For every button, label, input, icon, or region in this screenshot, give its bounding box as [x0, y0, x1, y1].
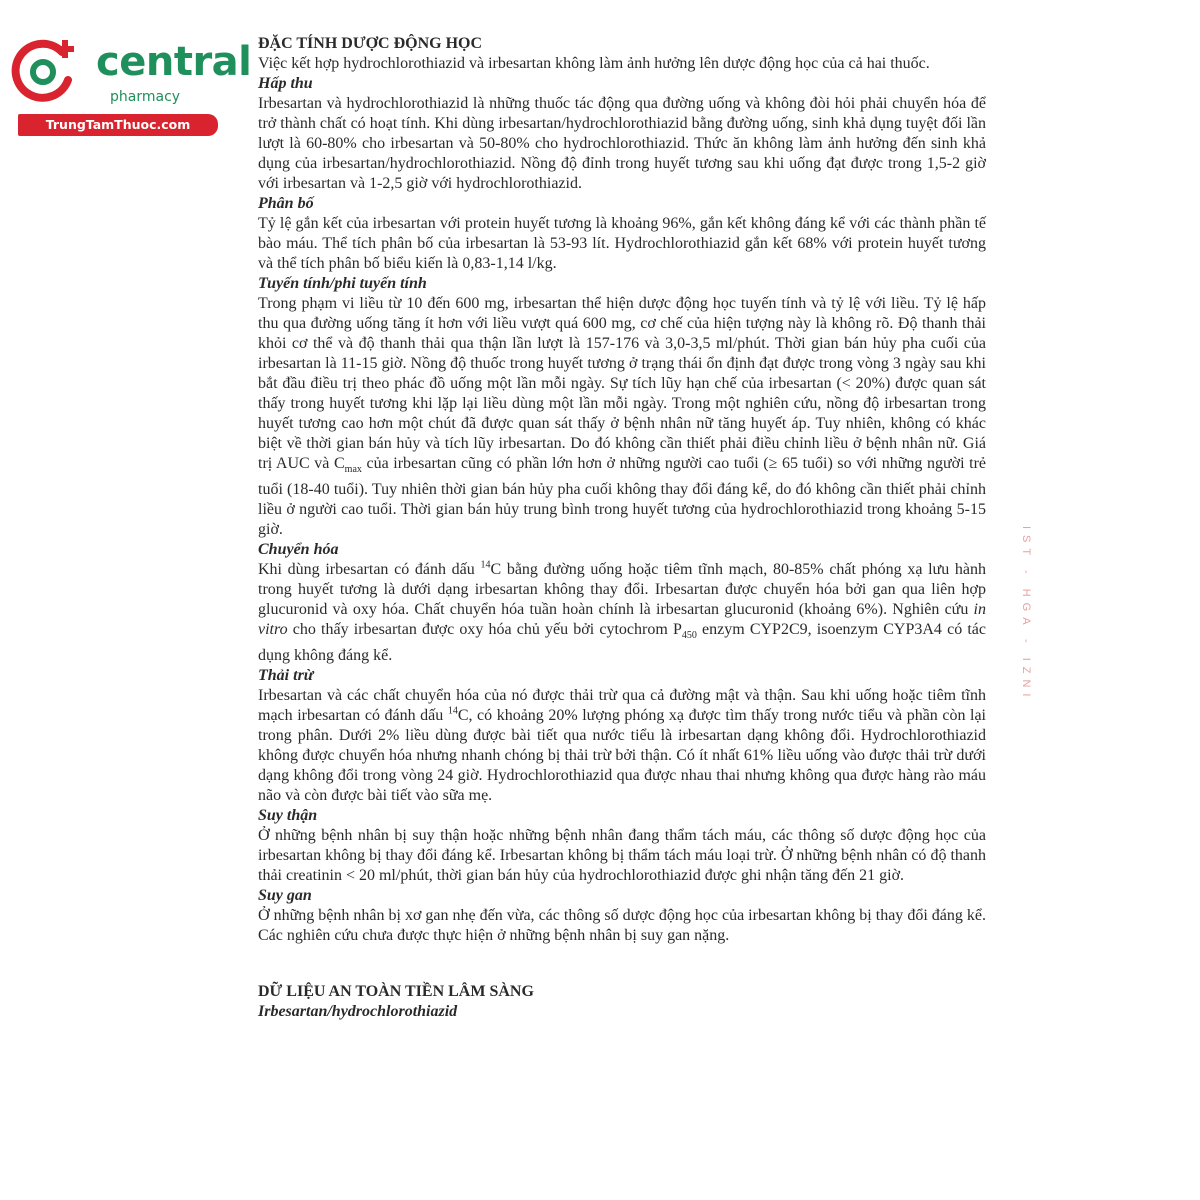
metabolism-text-part-4: enzym CYP2C9, isoenzym CYP3A4 có tác dụng không đáng kể. [258, 621, 986, 665]
paragraph-metabolism [258, 560, 986, 666]
subheading-hepatic-impairment: Suy gan [258, 887, 312, 905]
section-spacer [258, 946, 986, 982]
section-heading-preclinical-safety: DỮ LIỆU AN TOÀN TIỀN LÂM SÀNG [258, 983, 534, 1001]
linearity-text-part-2: của irbesartan cũng có phần lớn hơn ở những người cao tuổi (≥ 65 tuổi) so với những người trẻ tuổi (18-40 tuổi). Tuy nhiên thời gian bán hủy pha cuối không thay đổi đáng kể, do đó không cần thiết phải chỉnh liều ở người cao tuổi. Thời gian bán hủy trung bình trong huyết tương của hydrochlorothiazid trong khoảng 5-15 giờ. [258, 455, 987, 539]
pharmacy-cross-c-logo-icon [10, 36, 80, 106]
brand-subtitle: pharmacy [110, 89, 181, 105]
margin-stamp: IST - HGA - IZNI [1020, 526, 1032, 703]
section-heading-pharmacokinetics: ĐẶC TÍNH DƯỢC ĐỘNG HỌC [258, 35, 483, 52]
subheading-elimination: Thải trừ [258, 667, 314, 685]
subheading-combination: Irbesartan/hydrochlorothiazid [258, 1003, 458, 1021]
paragraph-linearity [258, 294, 986, 540]
metabolism-text-part-3: cho thấy irbesartan được oxy hóa chủ yếu bởi cytochrom P [287, 621, 682, 639]
metabolism-text-part-1: Khi dùng irbesartan có đánh dấu [258, 561, 481, 579]
cmax-subscript: max [344, 464, 362, 476]
brand-logo [10, 36, 252, 136]
elimination-text-part-1: Irbesartan và các chất chuyển hóa của nó được thải trừ qua cả đường mật và thận. Sau khi uống hoặc tiêm tĩnh mạch irbesartan có đánh dấu [258, 687, 986, 725]
paragraph-hepatic-impairment: Ở những bệnh nhân bị xơ gan nhẹ đến vừa, các thông số dược động học của irbesartan không bị thay đổi đáng kể. Các nghiên cứu chưa được thực hiện ở những bệnh nhân bị suy gan nặng. [258, 907, 986, 945]
brand-name: central [96, 39, 252, 85]
p450-subscript: 450 [681, 630, 697, 642]
brand-website-banner: TrungTamThuoc.com [18, 114, 218, 136]
isotope-superscript: 14 [447, 706, 458, 718]
subheading-linearity: Tuyến tính/phi tuyến tính [258, 275, 427, 292]
elimination-text-part-2: C, có khoảng 20% lượng phóng xạ được tìm thấy trong nước tiểu và phần còn lại trong phân. Dưới 2% liều dùng được bài tiết qua nước tiểu là irbesartan dạng không đổi. Hydrochlorothiazid không được chuyển hóa nhưng nhanh chóng bị thải trừ bởi thận. Có ít nhất 61% liều uống vào được thải trừ dưới dạng không đổi trong vòng 24 giờ. Hydrochlorothiazid qua được nhau thai nhưng không qua được hàng rào máu não và còn được bài tiết vào sữa mẹ. [258, 707, 987, 805]
metabolism-text-part-2: C bằng đường uống hoặc tiêm tĩnh mạch, 80-85% chất phóng xạ lưu hành trong huyết tương là dưới dạng irbesartan không thay đổi. Irbesartan được chuyển hóa bởi gan qua liên hợp glucuronid và oxy hóa. Chất chuyển hóa tuần hoàn chính là irbesartan glucuronid (khoảng 6%). Nghiên cứu [258, 561, 986, 619]
paragraph-absorption: Irbesartan và hydrochlorothiazid là những thuốc tác động qua đường uống và không đòi hỏi phải chuyển hóa để trở thành chất có hoạt tính. Khi dùng irbesartan/hydrochlorothiazid bằng đường uống, sinh khả dụng tuyệt đối lần lượt là 60-80% cho irbesartan và 50-80% cho hydrochlorothiazid. Thức ăn không làm ảnh hưởng đến sinh khả dụng của irbesartan/hydrochlorothiazid. Nồng độ đỉnh trong huyết tương sau khi uống đạt được trong 1,5-2 giờ với irbesartan và 1-2,5 giờ với hydrochlorothiazid. [258, 95, 986, 192]
subheading-metabolism: Chuyển hóa [258, 541, 339, 559]
document-page [258, 34, 986, 1022]
subheading-renal-impairment: Suy thận [258, 807, 318, 825]
intro-paragraph: Việc kết hợp hydrochlorothiazid và irbesartan không làm ảnh hưởng lên dược động học của cả hai thuốc. [258, 55, 930, 72]
in-vitro-italic: in vitro [258, 601, 986, 639]
linearity-text-part-1: Trong phạm vi liều từ 10 đến 600 mg, irbesartan thể hiện dược động học tuyến tính và tỷ lệ với liều. Tỷ lệ hấp thu qua đường uống tăng ít hơn với liều vượt quá 600 mg, cơ chế của hiện tượng này là không rõ. Độ thanh thải khỏi cơ thể và độ thanh thải qua thận lần lượt là 157-176 và 3,0-3,5 ml/phút. Thời gian bán hủy pha cuối của irbesartan là 11-15 giờ. Nồng độ thuốc trong huyết tương ở trạng thái ổn định đạt được trong vòng 3 ngày sau khi bắt đầu điều trị theo phác đồ uống một lần mỗi ngày. Sự tích lũy hạn chế của irbesartan (< 20%) được quan sát thấy trong huyết tương khi lặp lại liều dùng một lần mỗi ngày. Trong một nghiên cứu, nồng độ irbesartan trong huyết tương cao hơn một chút đã được quan sát thấy ở bệnh nhân nữ tăng huyết áp. Tuy nhiên, không có khác biệt về thời gian bán hủy và tích lũy irbesartan. Do đó không cần thiết phải điều chỉnh liều ở bệnh nhân nữ. Giá trị AUC và C [258, 295, 986, 472]
paragraph-elimination [258, 686, 986, 806]
subheading-absorption: Hấp thu [258, 75, 313, 92]
isotope-superscript: 14 [480, 559, 491, 571]
paragraph-distribution: Tỷ lệ gắn kết của irbesartan với protein huyết tương là khoảng 96%, gắn kết không đáng kể với các thành phần tế bào máu. Thể tích phân bố của irbesartan là 53-93 lít. Hydrochlorothiazid gắn kết 68% với protein huyết tương và thể tích phân bố biểu kiến là 0,83-1,14 l/kg. [258, 215, 986, 272]
subheading-distribution: Phân bố [258, 195, 314, 212]
paragraph-renal-impairment: Ở những bệnh nhân bị suy thận hoặc những bệnh nhân đang thẩm tách máu, các thông số dược động học của irbesartan không bị thay đổi đáng kể. Irbesartan không bị thẩm tách máu loại trừ. Ở những bệnh nhân có độ thanh thải creatinin < 20 ml/phút, thời gian bán hủy của hydrochlorothiazid được ghi nhận tăng đến 21 giờ. [258, 827, 986, 885]
